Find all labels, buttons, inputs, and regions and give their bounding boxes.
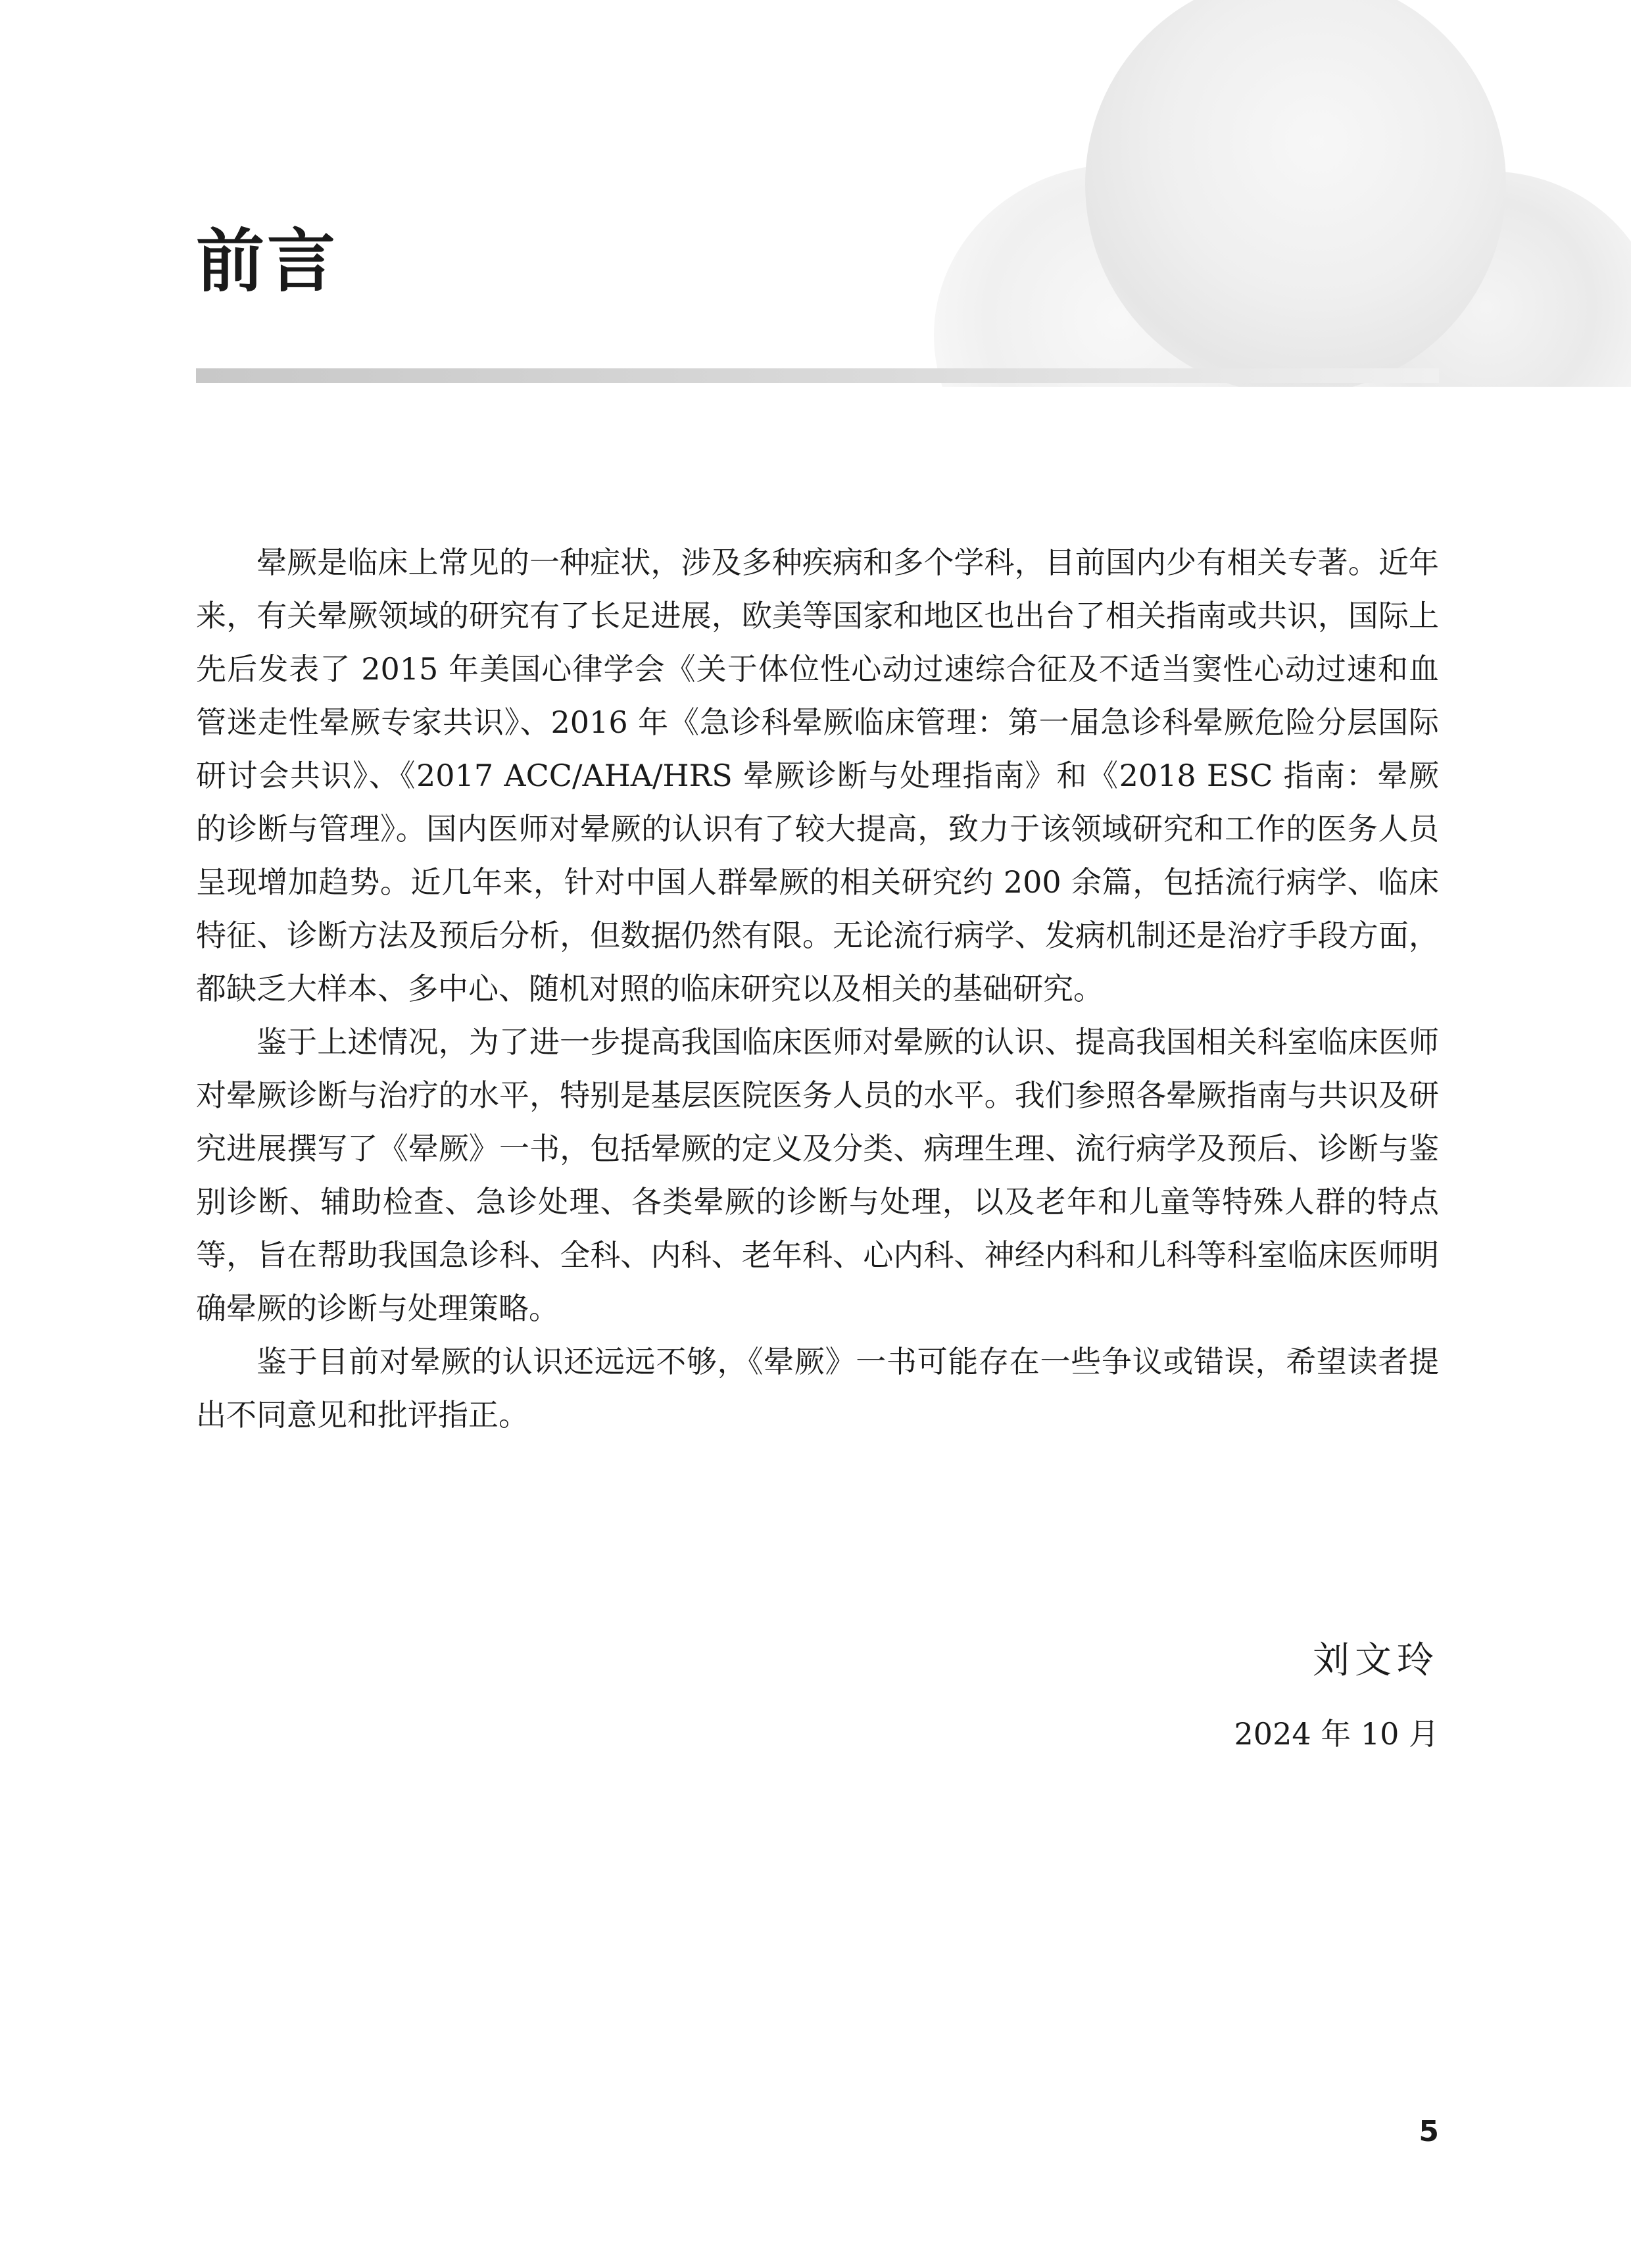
page-title: 前言 xyxy=(196,221,339,301)
date: 2024 年 10 月 xyxy=(1234,1716,1439,1752)
author-signature: 刘文玲 xyxy=(1313,1639,1439,1682)
paragraph: 鉴于目前对晕厥的认识还远远不够，《晕厥》一书可能存在一些争议或错误，希望读者提出不同意见和批评指正。 xyxy=(196,1344,1439,1433)
page-number: 5 xyxy=(1419,2115,1439,2148)
title-underline-bar xyxy=(196,368,1439,383)
preface-body xyxy=(196,536,1439,1442)
paragraph: 鉴于上述情况，为了进一步提高我国临床医师对晕厥的认识、提高我国相关科室临床医师对晕厥诊断与治疗的水平，特别是基层医院医务人员的水平。我们参照各晕厥指南与共识及研究进展撰写了《晕厥》一书，包括晕厥的定义及分类、病理生理、流行病学及预后、诊断与鉴别诊断、辅助检查、急诊处理、各类晕厥的诊断与处理，以及老年和儿童等特殊人群的特点等，旨在帮助我国急诊科、全科、内科、老年科、心内科、神经内科和儿科等科室临床医师明确晕厥的诊断与处理策略。 xyxy=(196,1024,1439,1326)
paragraph: 晕厥是临床上常见的一种症状，涉及多种疾病和多个学科，目前国内少有相关专著。近年来，有关晕厥领域的研究有了长足进展，欧美等国家和地区也出台了相关指南或共识，国际上先后发表了 2015 年美国心律学会《关于体位性心动过速综合征及不适当窦性心动过速和血管迷走性晕厥专家共识》、2016 年《急诊科晕厥临床管理：第一届急诊科晕厥危险分层国际研讨会共识》、《2017 ACC/AHA/HRS 晕厥诊断与处理指南》和《2018 ESC 指南：晕厥的诊断与管理》。国内医师对晕厥的认识有了较大提高，致力于该领域研究和工作的医务人员呈现增加趋势。近几年来，针对中国人群晕厥的相关研究约 200 余篇，包括流行病学、临床特征、诊断方法及预后分析，但数据仍然有限。无论流行病学、发病机制还是治疗手段方面，都缺乏大样本、多中心、随机对照的临床研究以及相关的基础研究。 xyxy=(196,545,1439,1006)
